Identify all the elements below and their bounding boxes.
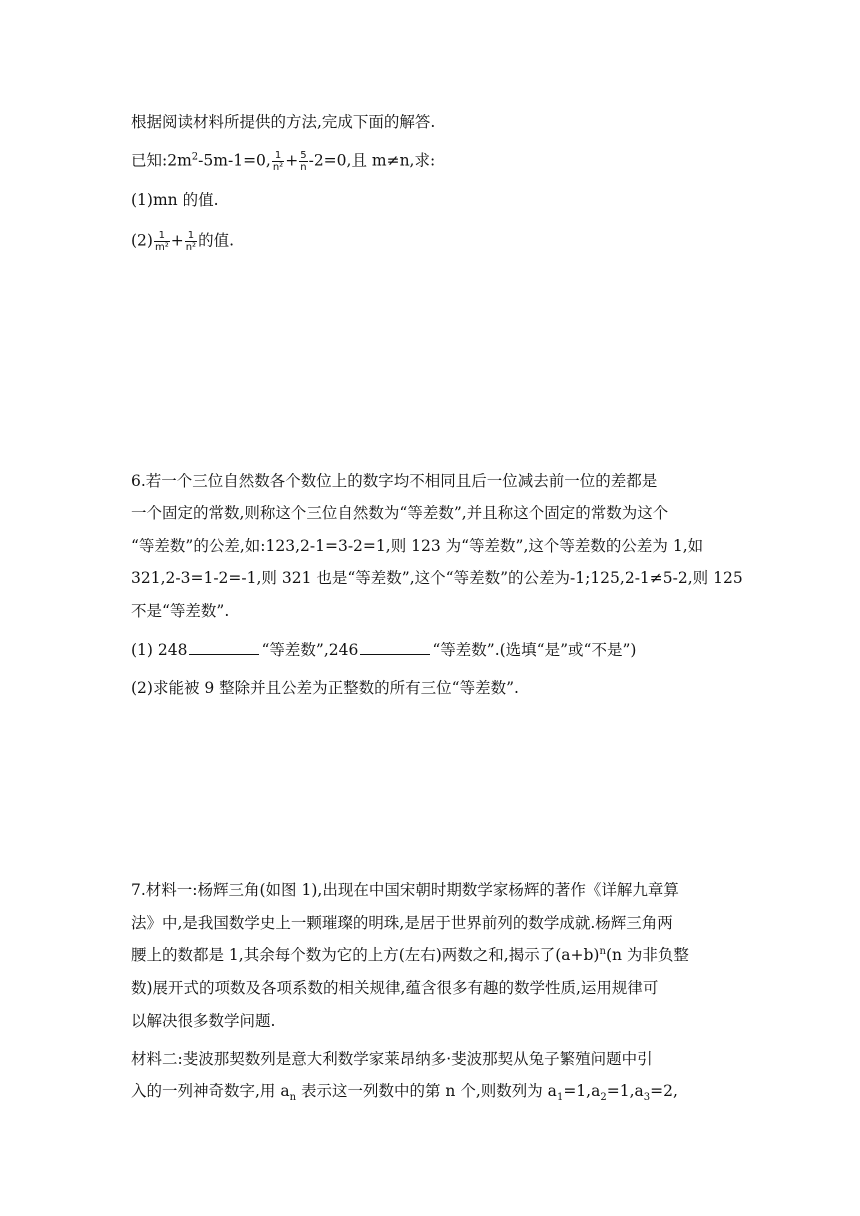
line7-part-e: =2, bbox=[650, 1082, 678, 1100]
frac-numerator: 1 bbox=[185, 230, 197, 242]
problem7-line5: 以解决很多数学问题. bbox=[131, 1012, 276, 1030]
q1-part-b: “等差数”,246 bbox=[261, 641, 359, 659]
problem6-line3: “等差数”的公差,如:123,2-1=3-2=1,则 123 为“等差数”,这个等差数的公差为 1,如 bbox=[131, 537, 704, 555]
given-equations bbox=[131, 150, 435, 173]
fraction-5-over-n bbox=[299, 150, 307, 173]
reading-question-2 bbox=[131, 230, 234, 253]
q1-part-c: “等差数”.(选填“是”或“不是”) bbox=[432, 641, 637, 659]
problem6-line4: 321,2-3=1-2=-1,则 321 也是“等差数”,这个“等差数”的公差为-1;125,2-1≠5-2,则 125 bbox=[131, 569, 743, 587]
problem6-line1: 6.若一个三位自然数各个数位上的数字均不相同且后一位减去前一位的差都是 bbox=[131, 472, 658, 490]
problem7-line2: 法》中,是我国数学史上一颗璀璨的明珠,是居于世界前列的数学成就.杨辉三角两 bbox=[131, 914, 673, 932]
reading-intro: 根据阅读材料所提供的方法,完成下面的解答. bbox=[131, 113, 436, 131]
frac-numerator: 5 bbox=[300, 150, 307, 161]
given-suffix: -2=0,且 m≠n,求: bbox=[308, 151, 436, 170]
fraction-1-over-n2 bbox=[272, 150, 284, 173]
problem7-line1: 7.材料一:杨辉三角(如图 1),出现在中国宋朝时期数学家杨辉的著作《详解九章算 bbox=[131, 881, 679, 899]
answer-blank-248[interactable] bbox=[189, 640, 259, 655]
line7-part-b: 表示这一列数中的第 n 个,则数列为 a bbox=[296, 1082, 557, 1100]
reading-question-1: (1)mn 的值. bbox=[131, 191, 219, 209]
plus-sign: + bbox=[170, 231, 184, 250]
line3-part-a: 腰上的数都是 1,其余每个数为它的上方(左右)两数之和,揭示了(a+b) bbox=[131, 946, 600, 964]
line3-part-b: (n 为非负整 bbox=[605, 946, 689, 964]
subscript-3: 3 bbox=[643, 1092, 651, 1104]
given-exponent: 2 bbox=[191, 151, 199, 163]
fraction-1-over-n2-b bbox=[185, 230, 197, 253]
exponent-n: n bbox=[599, 945, 606, 957]
problem7-line7 bbox=[131, 1081, 678, 1104]
problem6-question-2: (2)求能被 9 整除并且公差为正整数的所有三位“等差数”. bbox=[131, 679, 519, 697]
frac-numerator: 1 bbox=[154, 230, 170, 242]
line7-part-d: =1,a bbox=[606, 1082, 644, 1100]
problem6-line5: 不是“等差数”. bbox=[131, 602, 230, 620]
line7-part-a: 入的一列神奇数字,用 a bbox=[131, 1082, 290, 1100]
problem7-line6: 材料二:斐波那契数列是意大利数学家莱昂纳多·斐波那契从兔子繁殖问题中引 bbox=[131, 1050, 653, 1068]
answer-blank-246[interactable] bbox=[360, 640, 430, 655]
frac-denominator: m² bbox=[154, 242, 169, 253]
q1-part-a: (1) 248 bbox=[131, 641, 188, 659]
q2-suffix: 的值. bbox=[198, 231, 235, 250]
problem7-line4: 数)展开式的项数及各项系数的相关规律,蕴含很多有趣的数学性质,运用规律可 bbox=[131, 979, 659, 997]
frac-denominator: n² bbox=[272, 162, 284, 173]
fraction-1-over-m2 bbox=[154, 230, 170, 253]
given-mid: -5m-1=0, bbox=[198, 151, 271, 170]
frac-denominator: n bbox=[300, 162, 307, 173]
subscript-1: 1 bbox=[556, 1092, 564, 1104]
q2-prefix: (2) bbox=[131, 231, 153, 250]
frac-numerator: 1 bbox=[272, 150, 284, 162]
line7-part-c: =1,a bbox=[563, 1082, 601, 1100]
given-prefix: 已知:2m bbox=[131, 151, 192, 170]
problem7-line3 bbox=[131, 945, 689, 965]
problem6-line2: 一个固定的常数,则称这个三位自然数为“等差数”,并且称这个固定的常数为这个 bbox=[131, 504, 669, 522]
problem6-question-1 bbox=[131, 640, 636, 660]
frac-denominator: n² bbox=[185, 242, 197, 253]
subscript-n: n bbox=[289, 1092, 297, 1104]
plus-sign: + bbox=[285, 151, 299, 170]
subscript-2: 2 bbox=[600, 1092, 607, 1104]
